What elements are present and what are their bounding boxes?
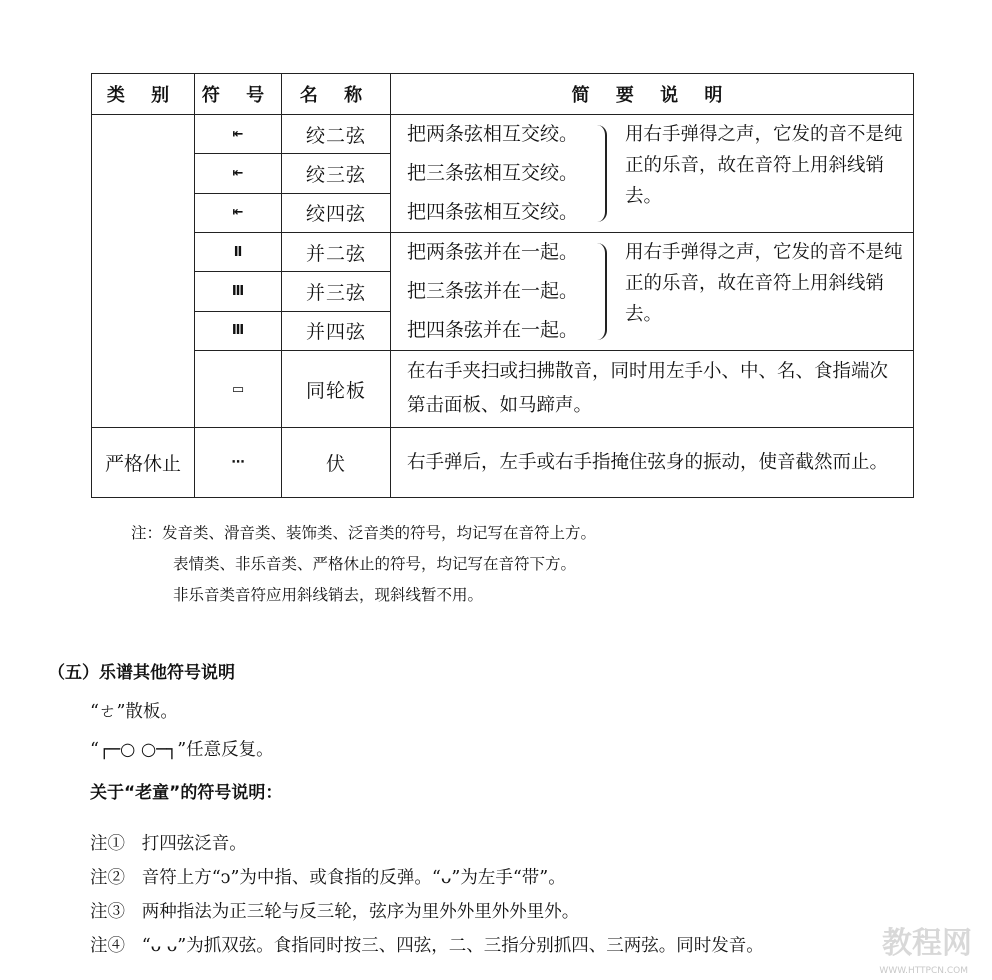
header-symbol: 符 号 bbox=[195, 74, 282, 115]
desc-join-two: 把两条弦并在一起。 bbox=[407, 241, 579, 263]
remark-2 bbox=[90, 864, 566, 889]
symbol-join-four: Ⅲ bbox=[195, 311, 282, 350]
remark-label: 注② bbox=[90, 868, 125, 888]
item-sanban: “ㄜ”散板。 bbox=[90, 702, 178, 722]
brace bbox=[595, 125, 607, 222]
remark-text: 打四弦泛音。 bbox=[141, 834, 247, 854]
name-strict-rest: 伏 bbox=[282, 428, 391, 498]
note-line-1: 注：发音类、滑音类、装饰类、泛音类的符号，均记写在音符上方。 bbox=[131, 524, 597, 542]
remark-label: 注③ bbox=[90, 902, 125, 922]
laotong-heading: 关于“老童”的符号说明： bbox=[90, 783, 283, 803]
join-note: 用右手弹得之声，它发的音不是纯正的乐音，故在音符上用斜线销去。 bbox=[625, 242, 903, 325]
remark-label: 注④ bbox=[90, 936, 125, 956]
desc-twist-four: 把四条弦相互交绞。 bbox=[407, 201, 579, 223]
twist-note: 用右手弹得之声，它发的音不是纯正的乐音，故在音符上用斜线销去。 bbox=[625, 124, 903, 207]
remark-1 bbox=[90, 830, 247, 855]
table-notes bbox=[131, 518, 596, 611]
category-strict-rest: 严格休止 bbox=[92, 428, 195, 498]
name-twist-three: 绞三弦 bbox=[282, 154, 391, 193]
header-name: 名 称 bbox=[282, 74, 391, 115]
note-line-2: 表情类、非乐音类、严格休止的符号，均记写在音符下方。 bbox=[173, 555, 577, 573]
join-group-description bbox=[391, 233, 914, 351]
name-wheel: 同轮板 bbox=[282, 351, 391, 428]
name-join-two: 并二弦 bbox=[282, 233, 391, 272]
remark-3 bbox=[90, 898, 579, 923]
header-description: 简 要 说 明 bbox=[391, 74, 914, 115]
desc-join-three: 把三条弦并在一起。 bbox=[407, 280, 579, 302]
symbol-strict-rest: ⋯ bbox=[195, 428, 282, 498]
symbol-table bbox=[91, 73, 914, 498]
desc-strict-rest: 右手弹后，左手或右手指掩住弦身的振动，使音截然而止。 bbox=[391, 428, 914, 498]
name-join-three: 并三弦 bbox=[282, 272, 391, 311]
symbol-twist-four: ⇤ bbox=[195, 193, 282, 232]
remark-4 bbox=[90, 932, 764, 957]
twist-group-description bbox=[391, 115, 914, 233]
note-line-3: 非乐音类音符应用斜线销去，现斜线暂不用。 bbox=[173, 586, 484, 604]
symbol-join-two: Ⅱ bbox=[195, 233, 282, 272]
name-join-four: 并四弦 bbox=[282, 311, 391, 350]
desc-twist-three: 把三条弦相互交绞。 bbox=[407, 162, 579, 184]
section-title: （五）乐谱其他符号说明 bbox=[48, 663, 235, 683]
watermark-url: WWW.HTTPCN.COM bbox=[879, 966, 968, 976]
header-category: 类 别 bbox=[92, 74, 195, 115]
watermark-logo: 教程网 bbox=[882, 926, 972, 961]
symbol-twist-three: ⇤ bbox=[195, 154, 282, 193]
remark-text: 两种指法为正三轮与反三轮，弦序为里外外里外外里外。 bbox=[141, 902, 580, 922]
desc-wheel: 在右手夹扫或扫拂散音，同时用左手小、中、名、食指端次第击面板、如马蹄声。 bbox=[391, 351, 914, 428]
desc-twist-two: 把两条弦相互交绞。 bbox=[407, 123, 579, 145]
symbol-wheel: ▭ bbox=[195, 351, 282, 428]
name-twist-four: 绞四弦 bbox=[282, 193, 391, 232]
item-repeat: “┌─○ ○─┐”任意反复。 bbox=[90, 740, 274, 760]
name-twist-two: 绞二弦 bbox=[282, 115, 391, 154]
remark-text: 音符上方“ↄ”为中指、或食指的反弹。“ᴗ”为左手“带”。 bbox=[141, 868, 566, 888]
brace bbox=[595, 243, 607, 340]
symbol-join-three: Ⅲ bbox=[195, 272, 282, 311]
symbol-twist-two: ⇤ bbox=[195, 115, 282, 154]
remark-label: 注① bbox=[90, 834, 125, 854]
remark-text: “ᴗ ᴗ”为抓双弦。食指同时按三、四弦，二、三指分别抓四、三两弦。同时发音。 bbox=[141, 936, 764, 956]
desc-join-four: 把四条弦并在一起。 bbox=[407, 319, 579, 341]
category-cell-empty bbox=[92, 115, 195, 428]
